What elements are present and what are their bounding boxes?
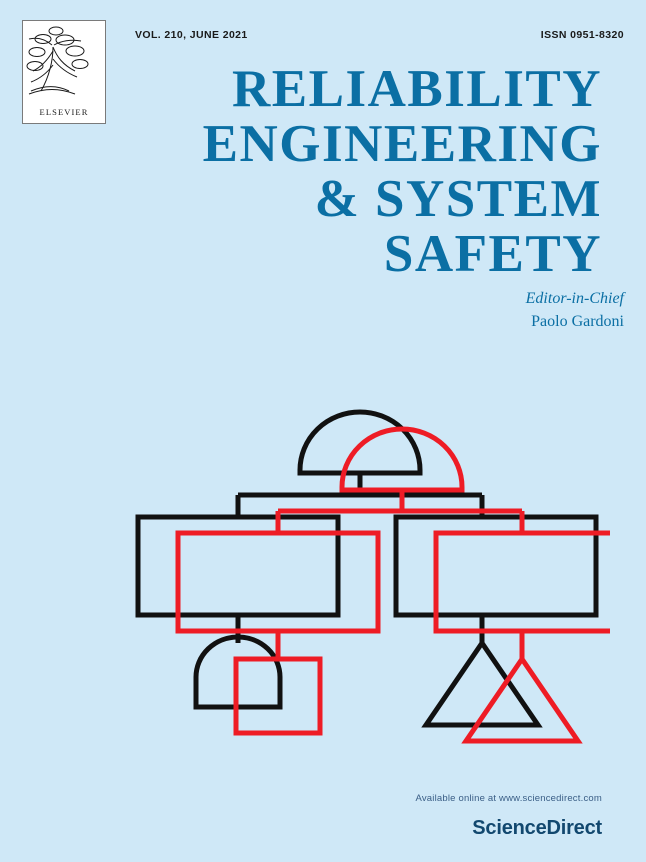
title-line-3: & SYSTEM	[314, 170, 602, 228]
title-line-2: ENGINEERING	[202, 115, 602, 173]
journal-title	[0, 62, 624, 282]
available-online-label: Available online at www.sciencedirect.com	[415, 793, 602, 804]
issn-label: ISSN 0951-8320	[540, 29, 624, 41]
elsevier-wordmark: ELSEVIER	[39, 107, 89, 117]
title-line-4: SAFETY	[383, 225, 602, 283]
editor-name-label: Paolo Gardoni	[531, 313, 624, 330]
title-line-1: RELIABILITY	[232, 60, 602, 118]
editor-role-label: Editor-in-Chief	[525, 290, 624, 307]
volume-date-label: VOL. 210, JUNE 2021	[135, 29, 248, 41]
sciencedirect-wordmark: ScienceDirect	[472, 817, 602, 839]
editor-block	[526, 288, 624, 334]
fault-tree-artwork	[110, 395, 610, 755]
